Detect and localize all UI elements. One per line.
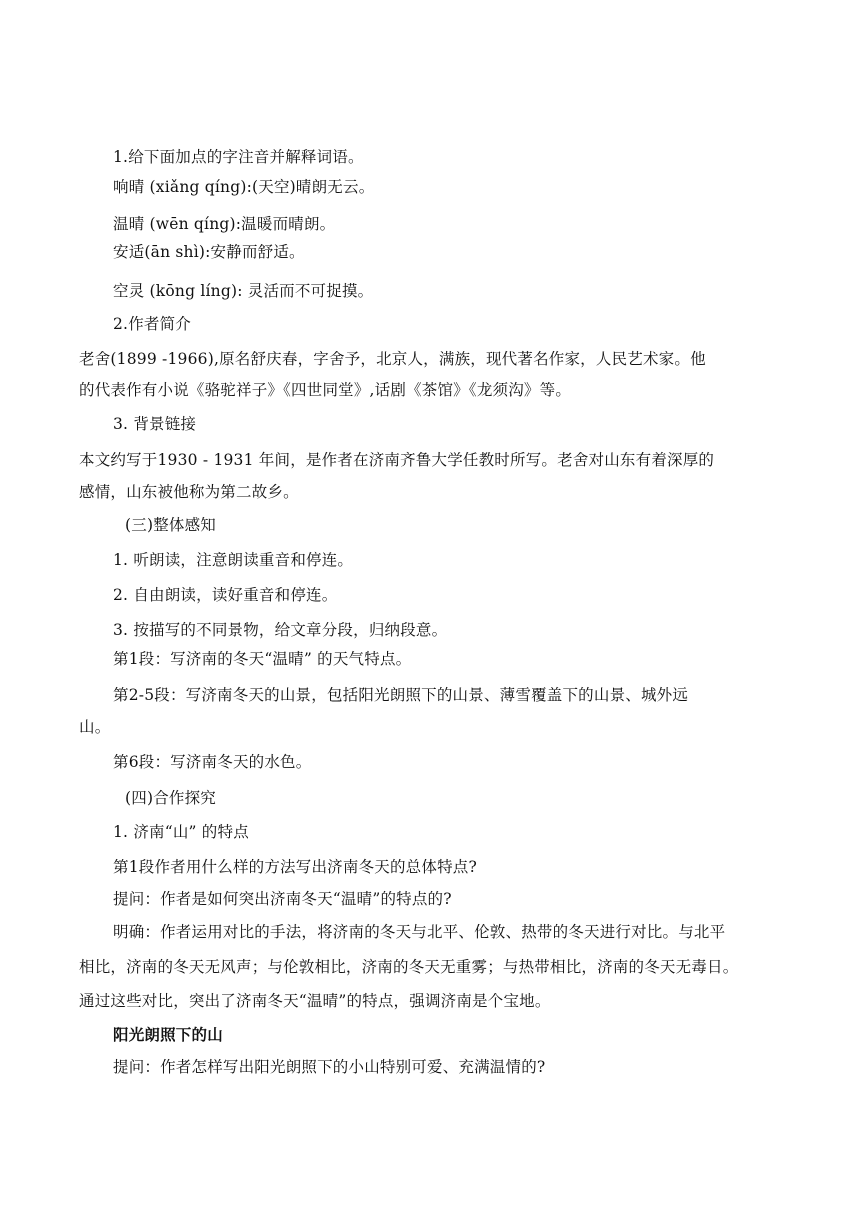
question-wenqing: 提问：作者是如何突出济南冬天“温晴”的特点的? bbox=[113, 890, 452, 908]
perception-item-2: 2. 自由朗读，读好重音和停连。 bbox=[113, 586, 338, 604]
paragraph-summary-6: 第6段：写济南冬天的水色。 bbox=[113, 753, 312, 771]
answer-line-2: 相比，济南的冬天无风声；与伦敦相比，济南的冬天无重雾；与热带相比，济南的冬天无毒日。 bbox=[79, 958, 739, 976]
paragraph-summary-1: 第1段：写济南的冬天“温晴” 的天气特点。 bbox=[113, 650, 412, 668]
vocab-kongling: 空灵 (kōng líng): 灵活而不可捉摸。 bbox=[113, 282, 374, 300]
question-sunlit-mountain: 提问：作者怎样写出阳光朗照下的小山特别可爱、充满温情的? bbox=[113, 1058, 546, 1076]
answer-line-3: 通过这些对比，突出了济南冬天“温晴”的特点，强调济南是个宝地。 bbox=[79, 992, 551, 1010]
vocab-wenqing: 温晴 (wēn qíng):温暖而晴朗。 bbox=[113, 215, 336, 233]
author-text-line-2: 的代表作有小说《骆驼祥子》《四世同堂》,话剧《茶馆》《龙须沟》等。 bbox=[79, 381, 572, 399]
vocab-xiangqing: 响晴 (xiǎng qíng):(天空)晴朗无云。 bbox=[113, 178, 375, 196]
background-heading: 3. 背景链接 bbox=[113, 415, 197, 433]
paragraph-summary-2-5: 第2-5段：写济南冬天的山景，包括阳光朗照下的山景、薄雪覆盖下的山景、城外远 bbox=[113, 686, 689, 704]
question-paragraph-1: 第1段作者用什么样的方法写出济南冬天的总体特点? bbox=[113, 858, 477, 876]
section-3-heading: (三)整体感知 bbox=[125, 516, 216, 534]
author-heading: 2.作者简介 bbox=[113, 315, 191, 333]
sunlit-mountain-heading: 阳光朗照下的山 bbox=[113, 1026, 223, 1044]
background-text-line-2: 感情，山东被他称为第二故乡。 bbox=[79, 483, 299, 501]
perception-item-3: 3. 按描写的不同景物，给文章分段，归纳段意。 bbox=[113, 621, 448, 639]
vocab-anshi: 安适(ān shì):安静而舒适。 bbox=[113, 243, 305, 261]
background-text-line-1: 本文约写于1930 - 1931 年间，是作者在济南齐鲁大学任教时所写。老舍对山东有着深厚的 bbox=[79, 451, 715, 469]
author-text-line-1: 老舍(1899 -1966),原名舒庆春，字舍予，北京人，满族，现代著名作家，人民艺术家。他 bbox=[79, 350, 706, 368]
section-4-heading: (四)合作探究 bbox=[125, 789, 216, 807]
perception-item-1: 1. 听朗读，注意朗读重音和停连。 bbox=[113, 551, 354, 569]
vocab-heading: 1.给下面加点的字注音并解释词语。 bbox=[113, 148, 364, 166]
mountain-feature-heading: 1. 济南“山” 的特点 bbox=[113, 823, 249, 841]
answer-line-1: 明确：作者运用对比的手法，将济南的冬天与北平、伦敦、热带的冬天进行对比。与北平 bbox=[113, 923, 726, 941]
paragraph-summary-2-5-cont: 山。 bbox=[79, 718, 111, 736]
